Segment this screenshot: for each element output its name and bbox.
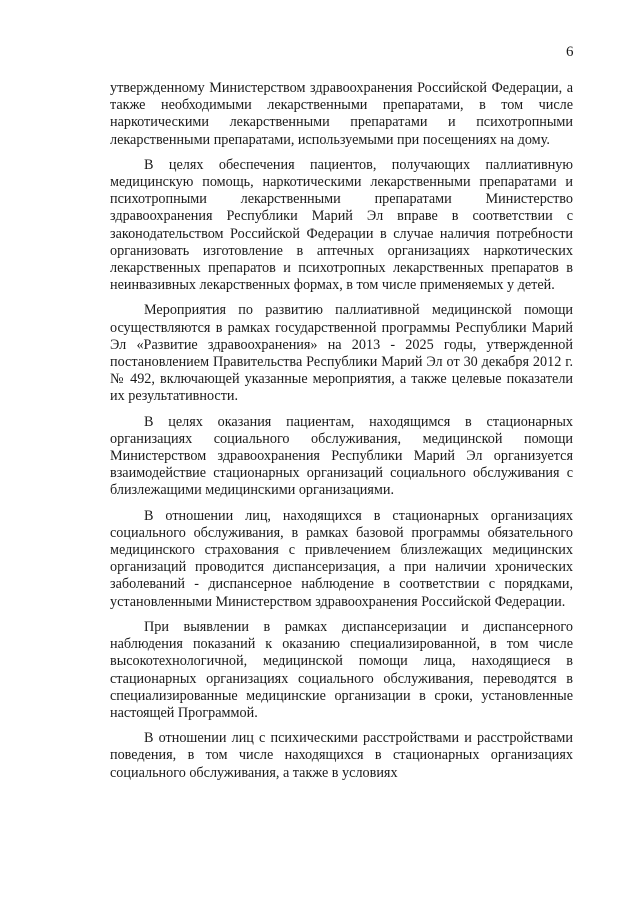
document-body [110, 80, 573, 790]
paragraph-state-program: Мероприятия по развитию паллиативной медицинской помощи осуществляются в рамках государственной программы Республики Марий Эл «Развитие здравоохранения» на 2013 - 2025 годы, утвержденной постановлением Правительства Республики Марий Эл от 30 декабря 2012 г. № 492, включающей указанные мероприятия, а также целевые показатели их результативности. [110, 302, 573, 405]
paragraph-social-care-interaction: В целях оказания пациентам, находящимся в стационарных организациях социального обслуживания, медицинской помощи Министерством здравоохранения Республики Марий Эл организуется взаимодействие стационарных организаций социального обслуживания с близлежащими медицинскими организациями. [110, 413, 573, 499]
paragraph-continuation: утвержденному Министерством здравоохранения Российской Федерации, а также необходимыми лекарственными препаратами, в том числе наркотическими лекарственными препаратами и психотропными лекарственными препаратами, используемыми при посещениях на дому. [110, 80, 573, 148]
paragraph-narcotic-supply: В целях обеспечения пациентов, получающих паллиативную медицинскую помощь, наркотическими лекарственными препаратами и психотропными лекарственными препаратами Министерство здравоохранения Республики Марий Эл вправе в соответствии с законодательством Российской Федерации в случае наличия потребности организовать изготовление в аптечных организациях наркотических лекарственных препаратов и психотропных лекарственных препаратов в неинвазивных лекарственных формах, в том числе применяемых у детей. [110, 156, 573, 294]
page-number: 6 [566, 44, 574, 60]
paragraph-specialized-care-transfer: При выявлении в рамках диспансеризации и диспансерного наблюдения показаний к оказанию специализированной, в том числе высокотехнологичной, медицинской помощи лица, находящиеся в стационарных организациях социального обслуживания, переводятся в специализированные медицинские организации в сроки, установленные настоящей Программой. [110, 618, 573, 721]
paragraph-mental-disorders: В отношении лиц с психическими расстройствами и расстройствами поведения, в том числе находящихся в стационарных организациях социального обслуживания, а также в условиях [110, 730, 573, 781]
paragraph-dispensary-exam: В отношении лиц, находящихся в стационарных организациях социального обслуживания, в рамках базовой программы обязательного медицинского страхования с привлечением близлежащих медицинских организаций проводится диспансеризация, а при наличии хронических заболеваний - диспансерное наблюдение в соответствии с порядками, установленными Министерством здравоохранения Российской Федерации. [110, 507, 573, 610]
